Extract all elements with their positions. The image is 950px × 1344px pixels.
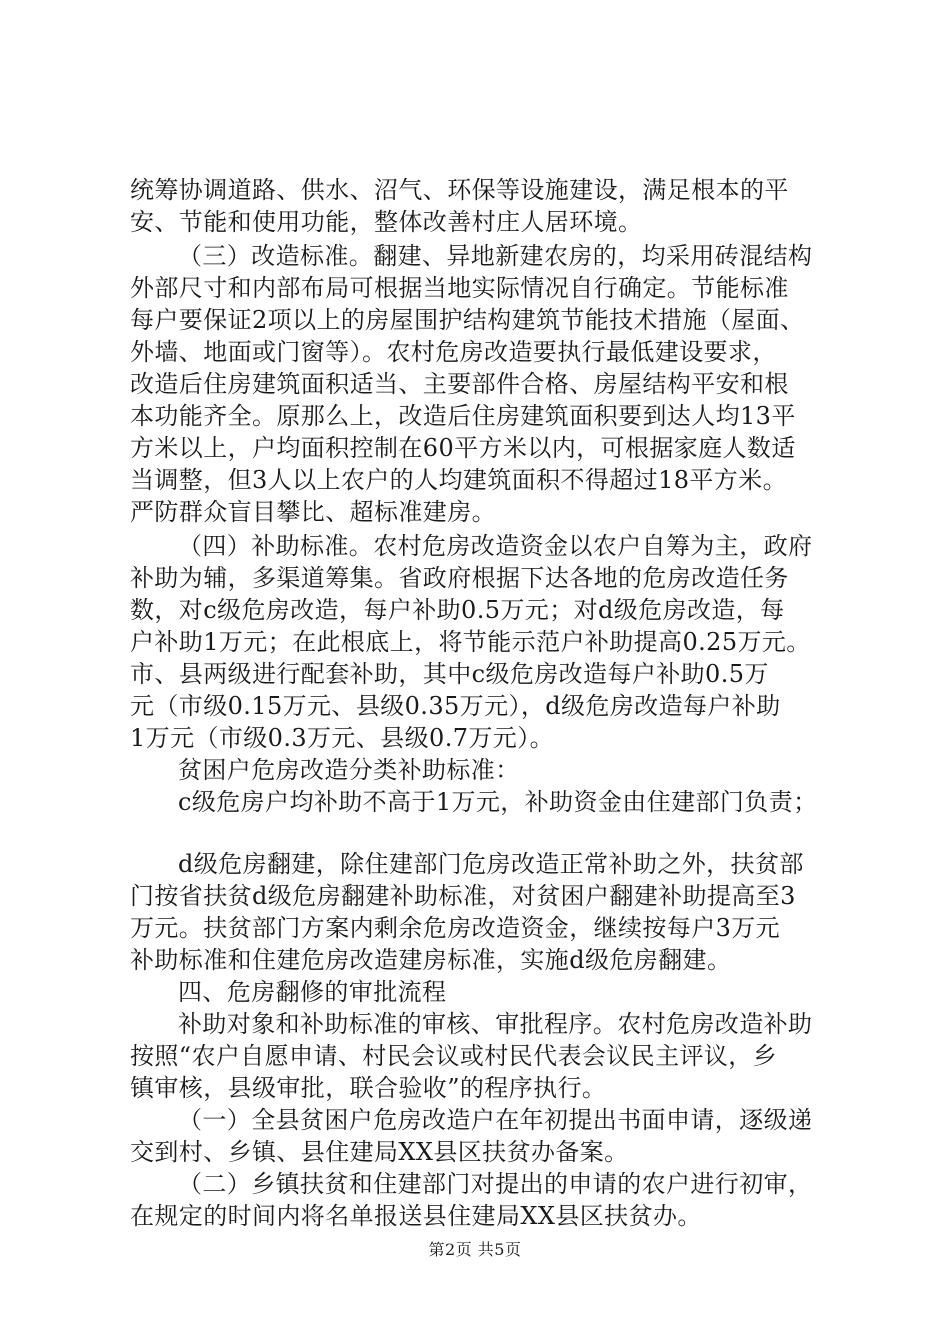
text-line: 安、节能和使用功能，整体改善村庄人居环境。 [130,208,643,236]
text-line: 本功能齐全。原那么上，改造后住房建筑面积要到达人均13平 [130,402,796,430]
text-line: 1万元（市级0.3万元、县级0.7万元）。 [130,724,555,752]
page-footer: 第2页 共5页 [428,1240,522,1259]
text-line: 元（市级0.15万元、县级0.35万元），d级危房改造每户补助 [130,692,781,720]
text-line: 数，对c级危房改造，每户补助0.5万元；对d级危房改造，每 [130,596,785,624]
text-line: 补助标准和住建危房改造建房标准，实施d级危房翻建。 [130,946,732,974]
text-line: 统筹协调道路、供水、沼气、环保等设施建设，满足根本的平 [130,176,789,204]
text-line: （三）改造标准。翻建、异地新建农房的，均采用砖混结构 [178,242,813,270]
text-line: 补助对象和补助标准的审核、审批程序。农村危房改造补助 [178,1010,813,1038]
text-line: 万元。扶贫部门方案内剩余危房改造资金，继续按每户3万元 [130,914,781,942]
text-line: （二）乡镇扶贫和住建部门对提出的申请的农户进行初审， [178,1170,813,1198]
text-line: 门按省扶贫d级危房翻建补助标准，对贫困户翻建补助提高至3 [130,882,796,910]
text-line: 方米以上，户均面积控制在60平方米以内，可根据家庭人数适 [130,434,796,462]
text-line: 外墙、地面或门窗等）。农村危房改造要执行最低建设要求， [130,338,777,366]
text-line: 户补助1万元；在此根底上，将节能示范户补助提高0.25万元。 [130,628,811,656]
text-line: 每户要保证2项以上的房屋围护结构建筑节能技术措施（屋面、 [130,306,805,334]
text-line: 贫困户危房改造分类补助标准： [178,756,520,784]
text-line: 按照“农户自愿申请、村民会议或村民代表会议民主评议，乡 [130,1042,778,1070]
text-line: d级危房翻建，除住建部门危房改造正常补助之外，扶贫部 [178,850,804,878]
text-line: c级危房户均补助不高于1万元，补助资金由住建部门负责； [178,788,818,816]
text-line: 在规定的时间内将名单报送县住建局XX县区扶贫办。 [130,1202,702,1230]
text-line: 外部尺寸和内部布局可根据当地实际情况自行确定。节能标准 [130,274,789,302]
text-line: （四）补助标准。农村危房改造资金以农户自筹为主，政府 [178,532,813,560]
text-line: 交到村、乡镇、县住建局XX县区扶贫办备案。 [130,1138,629,1166]
text-line: 镇审核，县级审批，联合验收”的程序执行。 [130,1074,607,1102]
text-line: 当调整，但3人以上农户的人均建筑面积不得超过18平方米。 [130,466,788,494]
section-heading: 四、危房翻修的审批流程 [178,978,447,1006]
text-line: 补助为辅，多渠道筹集。省政府根据下达各地的危房改造任务 [130,564,789,592]
text-line: （一）全县贫困户危房改造户在年初提出书面申请，逐级递 [178,1106,813,1134]
text-line: 市、县两级进行配套补助，其中c级危房改造每户补助0.5万 [130,660,769,688]
text-line: 改造后住房建筑面积适当、主要部件合格、房屋结构平安和根 [130,370,789,398]
text-line: 严防群众盲目攀比、超标准建房。 [130,498,496,526]
